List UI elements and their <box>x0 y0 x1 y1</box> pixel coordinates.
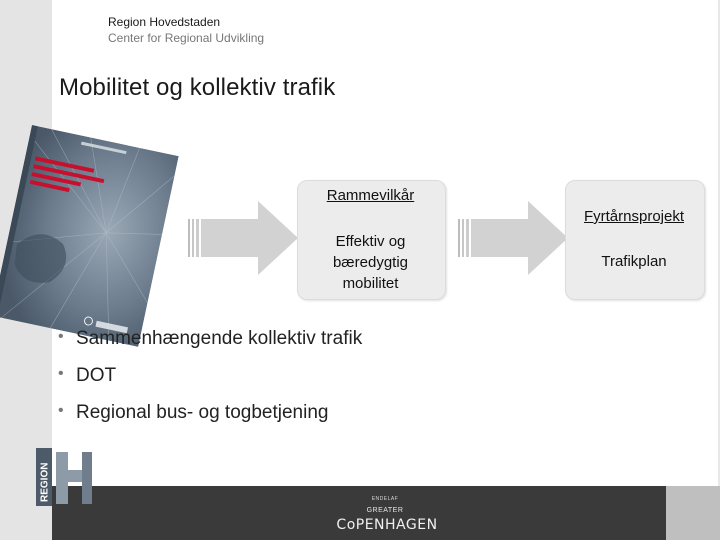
framework-body-line-2: bæredygtig <box>332 254 409 271</box>
framework-body-line-3: mobilitet <box>342 275 399 292</box>
org-name: Region Hovedstaden <box>108 15 221 29</box>
svg-text:REGION: REGION <box>39 462 51 502</box>
report-cover-image <box>0 125 179 347</box>
flow-arrow-2 <box>458 201 570 275</box>
footer-greater-text: GREATER <box>366 507 404 514</box>
traffic-plan-label: Trafikplan <box>601 253 667 270</box>
lighthouse-project-heading: Fyrtårnsprojekt <box>583 208 685 225</box>
bullet-list <box>58 328 362 439</box>
lighthouse-project-box <box>565 180 705 300</box>
bullet-item <box>58 365 362 384</box>
bullet-icon: • <box>58 328 64 345</box>
framework-body-line-1: Effektiv og <box>335 233 406 250</box>
region-h-logo <box>36 448 92 506</box>
footer-small-text: ENDELAF <box>371 496 399 502</box>
bullet-icon: • <box>58 365 64 382</box>
flow-arrow-1 <box>188 201 300 275</box>
org-subtitle: Center for Regional Udvikling <box>108 31 265 45</box>
bullet-icon: • <box>58 402 64 419</box>
bullet-text: Sammenhængende kollektiv trafik <box>76 328 363 349</box>
bullet-text: DOT <box>76 365 117 386</box>
bullet-item <box>58 328 362 347</box>
footer-right-block <box>666 486 720 540</box>
framework-heading: Rammevilkår <box>326 187 415 204</box>
copenhagen-logo-text: CoPENHAGEN <box>336 517 438 533</box>
slide-title: Mobilitet og kollektiv trafik <box>59 74 336 101</box>
bullet-text: Regional bus- og togbetjening <box>76 402 329 423</box>
bullet-item <box>58 402 362 421</box>
